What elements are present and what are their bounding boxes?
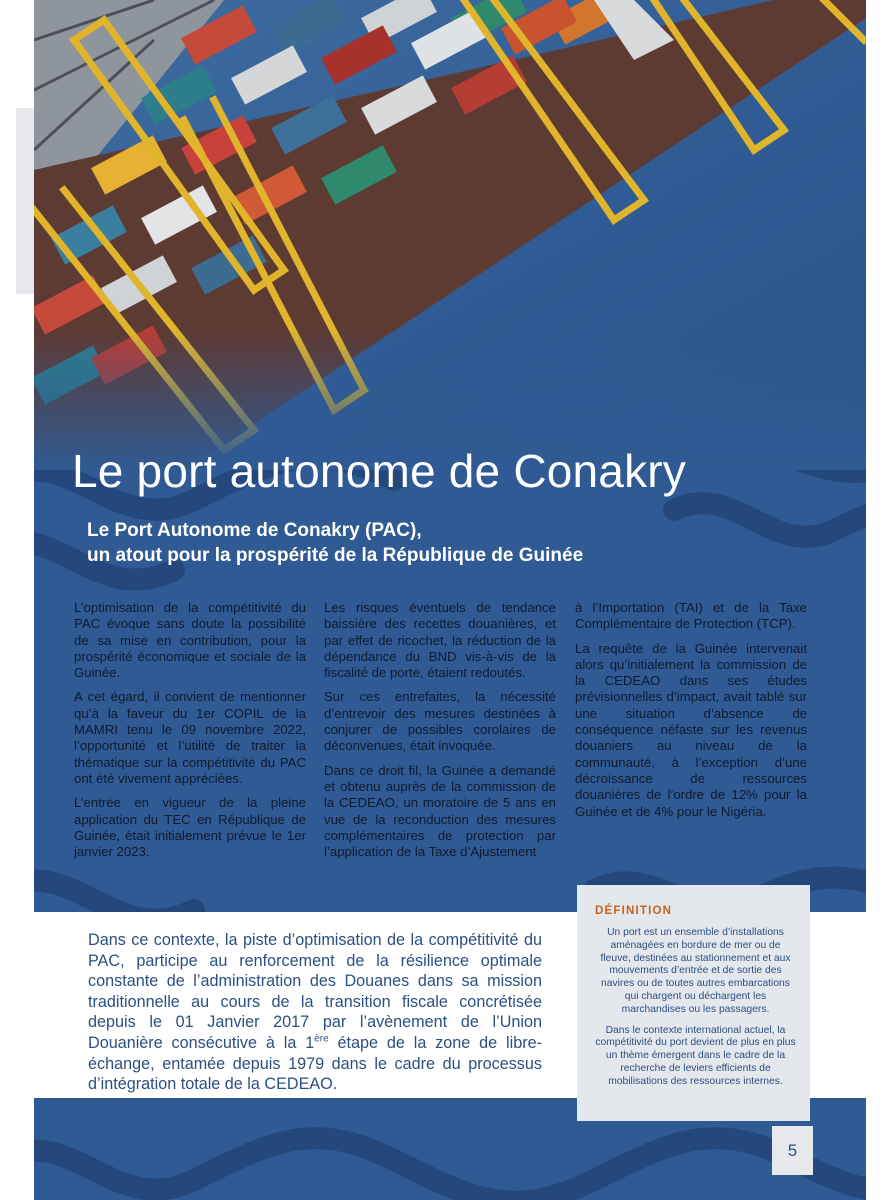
page-title: Le port autonome de Conakry <box>72 445 687 497</box>
page-subtitle <box>87 518 583 568</box>
paragraph: à l’Importation (TAI) et de la Taxe Complémentaire de Protection (TCP). <box>575 600 807 632</box>
subtitle-line-2: un atout pour la prospérité de la République de Guinée <box>87 545 584 566</box>
paragraph: A cet égard, il convient de mentionner qu’à la faveur du 1er COPIL de la MAMRI tenu le 09 novembre 2022, l’opportunité et l’utilité de traiter la thématique sur la compétitivité du PAC ont été vivement appréciées. <box>74 689 306 786</box>
paragraph: Dans ce droit fil, la Guinée a demandé et obtenu auprès de la commission de la CEDEAO, un moratoire de 5 ans en vue de la reconduction des mesures complémentaires de protection par l’application de la Taxe d’Ajustement <box>324 762 556 860</box>
definition-paragraph-1: Un port est un ensemble d’installations aménagées en bordure de mer ou de fleuve, destinées au stationnement et aux mouvements d’entrée et de sortie des navires ou de toutes autres embarcations qui chargent ou déchargent les marchandises ou les passagers. <box>600 927 791 1015</box>
text-column-1 <box>74 600 306 868</box>
highlight-quote <box>88 930 542 1095</box>
left-margin-tab <box>16 108 34 294</box>
highlight-text-part-2: étape de la zone de libre-échange, entamée depuis 1979 dans le cadre du processus d’intégration totale de la CEDEAO. <box>88 1033 542 1094</box>
ordinal-superscript: ère <box>314 1033 329 1045</box>
paragraph: L’entrée en vigueur de la pleine application du TEC en République de Guinée, était initialement prévue le 1er janvier 2023. <box>74 795 306 860</box>
definition-paragraph-2: Dans le contexte international actuel, la compétitivité du port devient de plus en plus un thème émergent dans le cadre de la recherche de leviers efficients de mobilisations des ressources internes. <box>595 1024 796 1087</box>
page-number: 5 <box>772 1126 813 1175</box>
text-column-2 <box>324 600 556 868</box>
definition-box <box>577 885 810 1121</box>
hero-image-container-ship <box>34 0 866 470</box>
definition-title: DÉFINITION <box>595 905 673 917</box>
paragraph: L’optimisation de la compétitivité du PAC évoque sans doute la possibilité de sa mise en contribution, pour la prospérité économique et sociale de la Guinée. <box>74 600 306 681</box>
highlight-text-part-1: Dans ce contexte, la piste d’optimisation de la compétitivité du PAC, participe au renforcement de la résilience optimale constante de l’administration des Douanes dans sa mission traditionnelle au cours de la transition fiscale concrétisée depuis le 01 Janvier 2017 par l’avènement de l’Union Douanière consécutive à la 1 <box>88 931 542 1052</box>
subtitle-line-1: Le Port Autonome de Conakry (PAC), <box>87 520 422 541</box>
magazine-page <box>34 0 866 1200</box>
text-column-3 <box>575 600 807 828</box>
paragraph: Sur ces entrefaites, la nécessité d’entrevoir des mesures destinées à conjurer de possibles corolaires de déconvenues, était invoquée. <box>324 689 556 754</box>
paragraph: Les risques éventuels de tendance baissière des recettes douanières, et par effet de ricochet, la réduction de la dépendance du BND vis-à-vis de la fiscalité de porte, étaient redoutés. <box>324 600 556 681</box>
paragraph: La requête de la Guinée intervenait alors qu’initialement la commission de la CEDEAO dans ses études prévisionnelles d’impact, avait tablé sur une situation d’absence de conséquence néfaste sur les revenus douaniers au niveau de la communauté, à l’exception d’une décroissance de ressources douanières de l’ordre de 12% pour la Guinée et de 4% pour le Nigéria. <box>575 640 807 819</box>
